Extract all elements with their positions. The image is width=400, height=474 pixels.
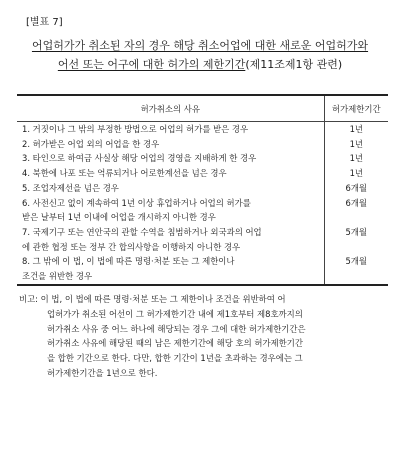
reason-line: 2. 허가받은 어업 외의 어업을 한 경우 bbox=[22, 138, 160, 149]
period-cell: 1년 bbox=[349, 124, 363, 134]
table-header-row bbox=[17, 95, 388, 122]
table-row bbox=[17, 137, 388, 152]
restriction-period-table bbox=[17, 94, 388, 286]
note-line: 허가제한기간을 1년으로 한다. bbox=[47, 367, 158, 378]
period-cell: 5개월 bbox=[345, 226, 368, 237]
annex-label: [별표 7] bbox=[26, 17, 63, 28]
period-cell: 5개월 bbox=[324, 254, 388, 284]
reason-cell bbox=[17, 151, 324, 166]
reason-cell bbox=[17, 122, 324, 137]
table-row bbox=[17, 181, 388, 196]
header-restriction-period: 허가제한기간 bbox=[324, 95, 388, 122]
table-row bbox=[17, 225, 388, 254]
note-line: 허가취소 사유에 해당된 때의 남은 제한기간에 해당 호의 허가제한기간 bbox=[47, 338, 303, 349]
table-row bbox=[17, 151, 388, 166]
note-line: 허가취소 사유 중 어느 하나에 해당되는 경우 그에 대한 허가제한기간은 bbox=[47, 323, 306, 334]
period-cell: 1년 bbox=[349, 138, 363, 149]
reason-cell bbox=[17, 166, 324, 181]
period-cell: 1년 bbox=[349, 168, 363, 179]
period-cell: 6개월 bbox=[345, 197, 368, 208]
header-cancellation-reason: 허가취소의 사유 bbox=[17, 95, 324, 122]
reason-cell bbox=[17, 225, 324, 254]
note-line: 비고: 이 법, 이 법에 따른 명령·처분 또는 그 제한이나 조건을 위반하여 어 bbox=[19, 294, 286, 304]
reason-cell bbox=[17, 137, 324, 152]
document-title bbox=[14, 36, 386, 74]
table-row bbox=[17, 122, 388, 137]
reason-line: 6. 사전신고 없이 계속하여 1년 이상 휴업하거나 어업의 허가를 bbox=[22, 197, 251, 208]
title-line-1: 어업허가가 취소된 자의 경우 해당 취소어업에 대한 새로운 어업허가와 bbox=[31, 39, 369, 52]
reason-line: 3. 타인으로 하여금 사실상 해당 어업의 경영을 지배하게 한 경우 bbox=[22, 153, 257, 164]
title-line-2: 어선 또는 어구에 대한 허가의 제한기간 bbox=[57, 58, 246, 71]
title-legal-reference: (제11조제1항 관련) bbox=[245, 58, 343, 71]
table-row bbox=[17, 196, 388, 225]
reason-line: 8. 그 밖에 이 법, 이 법에 따른 명령·처분 또는 그 제한이나 bbox=[22, 256, 235, 267]
reason-line: 조건을 위반한 경우 bbox=[22, 271, 93, 282]
period-cell: 6개월 bbox=[345, 182, 368, 193]
reason-cell bbox=[17, 196, 324, 225]
reason-line: 받은 날부터 1년 이내에 어업을 개시하지 아니한 경우 bbox=[22, 212, 216, 223]
remarks-note bbox=[19, 292, 385, 381]
reason-line: 4. 북한에 나포 또는 억류되거나 어로한계선을 넘은 경우 bbox=[22, 168, 227, 179]
reason-cell bbox=[17, 181, 324, 196]
reason-line: 7. 국제기구 또는 연안국의 관할 수역을 침범하거나 외국과의 어업 bbox=[22, 226, 262, 237]
reason-cell bbox=[17, 254, 324, 284]
reason-line: 5. 조업자제선을 넘은 경우 bbox=[22, 182, 119, 193]
note-line: 업허가가 취소된 어선이 그 허가제한기간 내에 제1호부터 제8호까지의 bbox=[47, 308, 303, 319]
table-row bbox=[17, 254, 388, 284]
table-row bbox=[17, 166, 388, 181]
reason-line: 에 관한 협정 또는 정부 간 합의사항을 이행하지 아니한 경우 bbox=[22, 241, 241, 252]
period-cell: 1년 bbox=[349, 153, 363, 164]
note-line: 을 합한 기간으로 한다. 다만, 합한 기간이 1년을 초과하는 경우에는 그 bbox=[47, 353, 303, 364]
reason-line: 1. 거짓이나 그 밖의 부정한 방법으로 어업의 허가를 받은 경우 bbox=[22, 124, 249, 134]
